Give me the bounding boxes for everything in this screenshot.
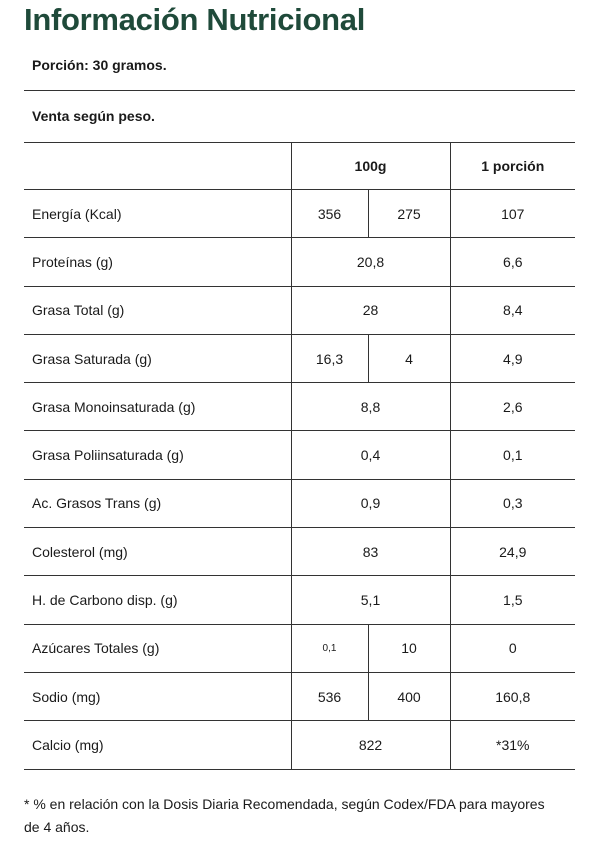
nutrient-label: Colesterol (mg) — [24, 528, 291, 576]
table-row-trans-fat — [24, 479, 575, 527]
value-100g-b: 400 — [368, 672, 450, 720]
table-row-total-fat — [24, 286, 575, 334]
value-100g-b: 275 — [368, 190, 450, 238]
value-100g: 822 — [291, 721, 450, 769]
header-portion: 1 porción — [450, 143, 575, 190]
sale-note: Venta según peso. — [32, 108, 155, 124]
table-row-saturated-fat — [24, 334, 575, 382]
value-portion: 160,8 — [450, 672, 575, 720]
nutrient-label: Calcio (mg) — [24, 721, 291, 769]
value-portion: 24,9 — [450, 528, 575, 576]
value-100g: 20,8 — [291, 238, 450, 286]
value-portion: 2,6 — [450, 383, 575, 431]
value-portion: *31% — [450, 721, 575, 769]
header-nutrient — [24, 143, 291, 190]
value-100g: 8,8 — [291, 383, 450, 431]
table-row-sodium — [24, 672, 575, 720]
value-portion: 0 — [450, 624, 575, 672]
value-100g: 83 — [291, 528, 450, 576]
footnote: * % en relación con la Dosis Diaria Recomendada, según Codex/FDA para mayores de 4 años. — [24, 796, 545, 835]
table-row-total-sugars — [24, 624, 575, 672]
portion-size: Porción: 30 gramos. — [32, 57, 167, 73]
nutrient-label: Grasa Saturada (g) — [24, 334, 291, 382]
table-row-carbohydrates — [24, 576, 575, 624]
table-row-calcium — [24, 721, 575, 769]
value-portion: 4,9 — [450, 334, 575, 382]
value-100g: 0,9 — [291, 479, 450, 527]
table-row-protein — [24, 238, 575, 286]
nutrient-label: H. de Carbono disp. (g) — [24, 576, 291, 624]
value-portion: 8,4 — [450, 286, 575, 334]
value-100g: 28 — [291, 286, 450, 334]
nutrient-label: Sodio (mg) — [24, 672, 291, 720]
value-portion: 1,5 — [450, 576, 575, 624]
table-row-energy — [24, 190, 575, 238]
value-portion: 107 — [450, 190, 575, 238]
table-header-row — [24, 143, 575, 190]
page-title: Información Nutricional — [24, 2, 366, 37]
nutrient-label: Ac. Grasos Trans (g) — [24, 479, 291, 527]
table-row-polyunsaturated-fat — [24, 431, 575, 479]
value-100g: 0,4 — [291, 431, 450, 479]
value-100g-b: 10 — [368, 624, 450, 672]
value-100g-b: 4 — [368, 334, 450, 382]
nutrient-label: Grasa Total (g) — [24, 286, 291, 334]
value-100g-a: 16,3 — [291, 334, 368, 382]
nutrient-label: Proteínas (g) — [24, 238, 291, 286]
nutrient-label: Grasa Monoinsaturada (g) — [24, 383, 291, 431]
header-100g: 100g — [291, 143, 450, 190]
table-row-cholesterol — [24, 528, 575, 576]
value-100g-a: 356 — [291, 190, 368, 238]
nutrition-table — [24, 142, 575, 770]
value-100g: 5,1 — [291, 576, 450, 624]
value-portion: 0,1 — [450, 431, 575, 479]
value-100g-a: 536 — [291, 672, 368, 720]
value-100g-a: 0,1 — [291, 624, 368, 672]
value-portion: 0,3 — [450, 479, 575, 527]
nutrient-label: Grasa Poliinsaturada (g) — [24, 431, 291, 479]
value-portion: 6,6 — [450, 238, 575, 286]
table-row-monounsaturated-fat — [24, 383, 575, 431]
nutrient-label: Energía (Kcal) — [24, 190, 291, 238]
nutrient-label: Azúcares Totales (g) — [24, 624, 291, 672]
